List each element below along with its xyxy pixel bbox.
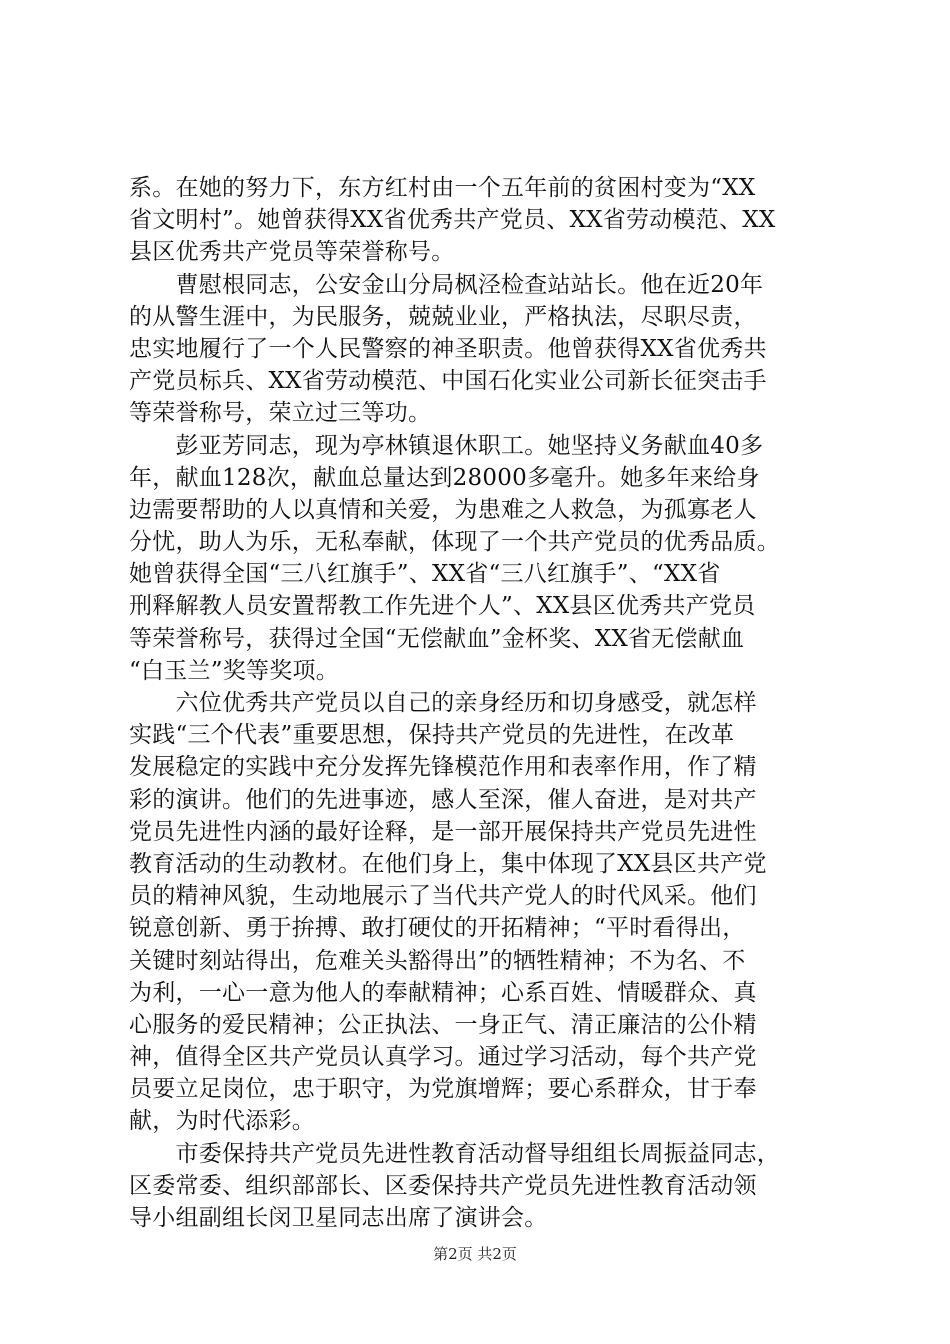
text-line: 党员先进性内涵的最好诠释，是一部开展保持共产党员先进性 <box>129 818 757 845</box>
text-line: 员的精神风貌，生动地展示了当代共产党人的时代风采。他们 <box>129 883 757 910</box>
text-line: 教育活动的生动教材。在他们身上，集中体现了XX县区共产党 <box>129 850 767 877</box>
text-line: 县区优秀共产党员等荣誉称号。 <box>129 239 455 266</box>
page-number-footer: 第2页 共2页 <box>433 1245 517 1263</box>
text-line: 为利，一心一意为他人的奉献精神；心系百姓、情暖群众、真 <box>129 979 757 1006</box>
text-line: 忠实地履行了一个人民警察的神圣职责。他曾获得XX省优秀共 <box>129 335 767 362</box>
text-line: 员要立足岗位，忠于职守，为党旗增辉；要心系群众，甘于奉 <box>129 1076 757 1103</box>
text-line: 的从警生涯中，为民服务，兢兢业业，严格执法，尽职尽责， <box>129 303 757 330</box>
text-line: 省文明村”。她曾获得XX省优秀共产党员、XX省劳动模范、XX <box>129 207 776 234</box>
text-line: 年，献血128次，献血总量达到28000多毫升。她多年来给身 <box>129 464 760 491</box>
text-line: 她曾获得全国“三八红旗手”、XX省“三八红旗手”、“XX省 <box>129 561 721 588</box>
text-line: 锐意创新、勇于拚搏、敢打硬仗的开拓精神；“平时看得出， <box>129 915 746 942</box>
text-line: 六位优秀共产党员以自己的亲身经历和切身感受，就怎样 <box>129 690 757 716</box>
text-line: 心服务的爱民精神；公正执法、一身正气、清正廉洁的公仆精 <box>129 1011 757 1038</box>
text-line: 彩的演讲。他们的先进事迹，感人至深，催人奋进，是对共产 <box>129 786 757 813</box>
text-line: 等荣誉称号，获得过全国“无偿献血”金杯奖、XX省无偿献血 <box>129 625 745 652</box>
text-line: 区委常委、组织部部长、区委保持共产党员先进性教育活动领 <box>129 1172 757 1199</box>
document-body <box>129 172 829 1234</box>
text-line: 边需要帮助的人以真情和关爱，为患难之人救急，为孤寡老人 <box>129 496 757 523</box>
text-line: 刑释解教人员安置帮教工作先进个人”、XX县区优秀共产党员 <box>129 593 756 620</box>
text-line: 导小组副组长闵卫星同志出席了演讲会。 <box>129 1205 548 1231</box>
text-line: 等荣誉称号，荣立过三等功。 <box>129 400 432 427</box>
text-line: 分忧，助人为乐，无私奉献，体现了一个共产党员的优秀品质。 <box>129 529 780 556</box>
text-line: 彭亚芳同志，现为亭林镇退休职工。她坚持义务献血40多 <box>129 432 764 459</box>
text-line: 实践“三个代表”重要思想，保持共产党员的先进性，在改革 <box>129 722 735 749</box>
text-line: 发展稳定的实践中充分发挥先锋模范作用和表率作用，作了精 <box>129 754 757 781</box>
text-line: 产党员标兵、XX省劳动模范、中国石化实业公司新长征突击手 <box>129 368 767 395</box>
text-line: 神，值得全区共产党员认真学习。通过学习活动，每个共产党 <box>129 1044 757 1071</box>
text-line: 系。在她的努力下，东方红村由一个五年前的贫困村变为“XX <box>129 175 756 201</box>
text-line: 关键时刻站得出，危难关头豁得出”的牺牲精神；不为名、不 <box>129 947 746 974</box>
text-line: “白玉兰”奖等奖项。 <box>129 657 340 684</box>
text-line: 献，为时代添彩。 <box>129 1108 315 1135</box>
text-line: 市委保持共产党员先进性教育活动督导组组长周振益同志， <box>129 1140 780 1167</box>
text-line: 曹慰根同志，公安金山分局枫泾检查站站长。他在近20年 <box>129 271 764 298</box>
